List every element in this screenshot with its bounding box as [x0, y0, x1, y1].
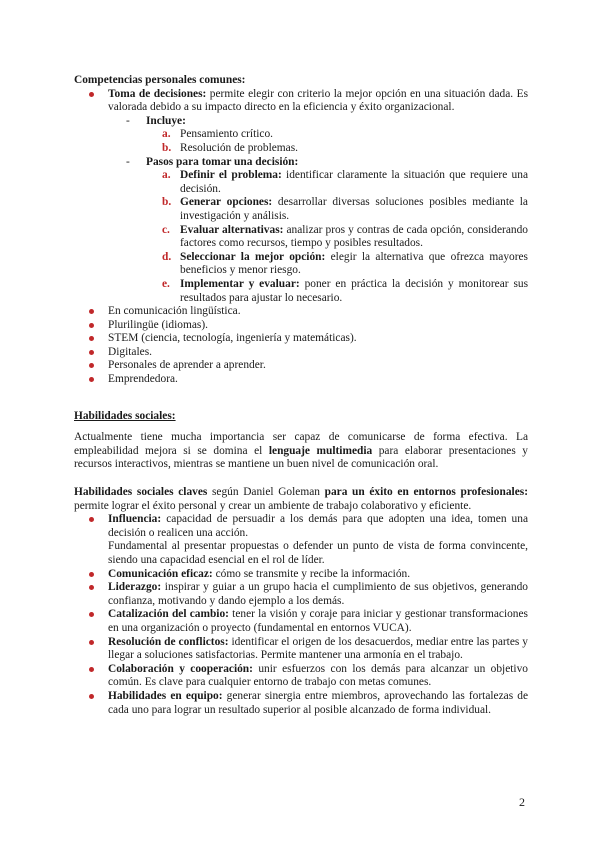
item-label: Comunicación eficaz: — [108, 567, 213, 580]
toma-sublist — [108, 115, 528, 305]
item-label: Resolución de conflictos: — [108, 635, 229, 648]
item-text: En comunicación lingüística. — [108, 305, 241, 318]
bullet-icon — [89, 92, 94, 97]
item-text: Pensamiento crítico. — [180, 128, 273, 141]
item-text: Emprendedora. — [108, 373, 178, 386]
list-item — [74, 581, 528, 608]
habilidades-list — [74, 513, 528, 717]
letter-marker: a. — [162, 128, 171, 141]
bullet-icon — [89, 517, 94, 522]
incluye-item — [108, 115, 528, 156]
list-item — [74, 305, 528, 319]
intro-bold: lenguaje multimedia — [268, 444, 373, 457]
item-extra: Fundamental al presentar propuestas o defender un punto de vista de forma convincente, siendo una capacidad esencial en el rol de líder. — [108, 540, 528, 566]
bullet-icon — [89, 694, 94, 699]
list-item — [74, 319, 528, 333]
letter-marker: a. — [162, 169, 171, 182]
list-item — [74, 359, 528, 373]
list-item — [146, 142, 528, 156]
item-text: identificar claramente la situación que requiere una decisión. — [180, 169, 528, 195]
item-label: Colaboración y cooperación: — [108, 662, 253, 675]
item-label: Habilidades en equipo: — [108, 689, 223, 702]
bullet-icon — [89, 572, 94, 577]
list-item — [146, 224, 528, 251]
item-label: Implementar y evaluar: — [180, 277, 300, 290]
habilidades-intro — [74, 431, 528, 472]
competencias-list — [74, 88, 528, 387]
item-text: analizar pros y contras de cada opción, considerando factores como recursos, tiempo y posibles resultados. — [180, 223, 528, 250]
claves-text: según Daniel Goleman — [207, 486, 325, 499]
item-text: Resolución de problemas. — [180, 141, 298, 154]
toma-text: permite elegir con criterio la mejor opción en una situación dada. Es valorada debido a su impacto directo en la eficiencia y éxito organizacional. — [108, 87, 528, 114]
letter-marker: d. — [162, 250, 172, 263]
list-item — [146, 251, 528, 278]
bullet-icon — [89, 377, 94, 382]
claves-text: permite lograr el éxito personal y crear un ambiente de trabajo colaborativo y eficiente. — [74, 499, 472, 512]
item-label: Liderazgo: — [108, 581, 162, 594]
item-text: STEM (ciencia, tecnología, ingeniería y matemáticas). — [108, 332, 357, 345]
item-text: poner en práctica la decisión y monitorear sus resultados para ajustar lo necesario. — [180, 277, 529, 304]
item-label: Influencia: — [108, 513, 162, 526]
letter-marker: e. — [162, 277, 170, 290]
item-label: Seleccionar la mejor opción: — [180, 250, 326, 263]
incluye-label: Incluye: — [146, 114, 186, 127]
item-text: Digitales. — [108, 345, 152, 358]
list-item — [146, 169, 528, 196]
list-item — [146, 128, 528, 142]
letter-marker: b. — [162, 196, 172, 209]
pasos-item — [108, 156, 528, 306]
list-item — [74, 608, 528, 635]
item-text: generar sinergia entre miembros, aprovechando las fortalezas de cada uno para lograr un resultado superior al posible alcanzado de forma individual. — [108, 689, 528, 716]
item-text: Plurilingüe (idiomas). — [108, 318, 208, 331]
item-text: desarrollar diversas soluciones posibles mediante la investigación y análisis. — [180, 196, 528, 222]
bullet-icon — [89, 667, 94, 672]
bullet-icon — [89, 350, 94, 355]
letter-marker: c. — [162, 223, 170, 236]
intro-text: Actualmente tiene mucha importancia ser capaz de comunicarse de forma efectiva. La empleabilidad mejora si se domina el — [74, 431, 528, 457]
intro-text: para elaborar presentaciones y recursos interactivos, mientras se mantiene un buen nivel de comunicación oral. — [74, 444, 528, 471]
toma-label: Toma de decisiones: — [108, 87, 207, 100]
list-item — [74, 346, 528, 360]
competencias-title: Competencias personales comunes: — [74, 74, 246, 86]
letter-marker: b. — [162, 141, 172, 154]
item-label: Evaluar alternativas: — [180, 223, 284, 236]
item-text: tener la visión y coraje para iniciar y gestionar transformaciones en una organización o proyecto (fundamental en entornos VUCA). — [108, 608, 528, 634]
bullet-icon — [89, 363, 94, 368]
item-text: capacidad de persuadir a los demás para que adopten una idea, tomen una decisión o realicen una acción. — [108, 513, 528, 539]
page-number: 2 — [519, 795, 525, 809]
list-item — [74, 636, 528, 663]
item-text: identificar el origen de los desacuerdos, mediar entre las partes y llegar a soluciones satisfactorias. Permite mantener una armonía en el trabajo. — [108, 635, 528, 662]
list-item — [74, 568, 528, 582]
habilidades-title: Habilidades sociales: — [74, 409, 176, 422]
item-label: Catalización del cambio: — [108, 608, 229, 621]
item-label: Definir el problema: — [180, 169, 282, 182]
dash-icon: - — [126, 114, 130, 127]
item-text: inspirar y guiar a un grupo hacia el cumplimiento de sus objetivos, generando confianza, motivando y dando ejemplo a los demás. — [108, 581, 528, 607]
list-item — [146, 278, 528, 305]
list-item — [146, 196, 528, 223]
list-item-toma-decisiones — [74, 88, 528, 306]
pasos-label: Pasos para tomar una decisión: — [146, 155, 299, 168]
habilidades-claves — [74, 486, 528, 513]
list-item — [74, 332, 528, 346]
bullet-icon — [89, 336, 94, 341]
list-item — [74, 373, 528, 387]
dash-icon: - — [126, 155, 130, 168]
incluye-list — [146, 128, 528, 155]
bullet-icon — [89, 585, 94, 590]
item-text: unir esfuerzos con los demás para alcanzar un objetivo común. Es clave para cualquier entorno de trabajo con metas comunes. — [108, 662, 528, 689]
document-page — [74, 74, 528, 717]
bullet-icon — [89, 309, 94, 314]
bullet-icon — [89, 323, 94, 328]
item-text: Personales de aprender a aprender. — [108, 359, 266, 372]
item-label: Generar opciones: — [180, 196, 273, 209]
item-text: cómo se transmite y recibe la información. — [212, 567, 411, 580]
list-item — [74, 690, 528, 717]
pasos-list — [146, 169, 528, 305]
bullet-icon — [89, 612, 94, 617]
claves-bold: para un éxito en entornos profesionales: — [324, 486, 528, 499]
list-item-influencia — [74, 513, 528, 567]
bullet-icon — [89, 640, 94, 645]
list-item — [74, 663, 528, 690]
item-text: elegir la alternativa que ofrezca mayores beneficios y menor riesgo. — [180, 250, 528, 277]
claves-bold: Habilidades sociales claves — [74, 486, 208, 499]
